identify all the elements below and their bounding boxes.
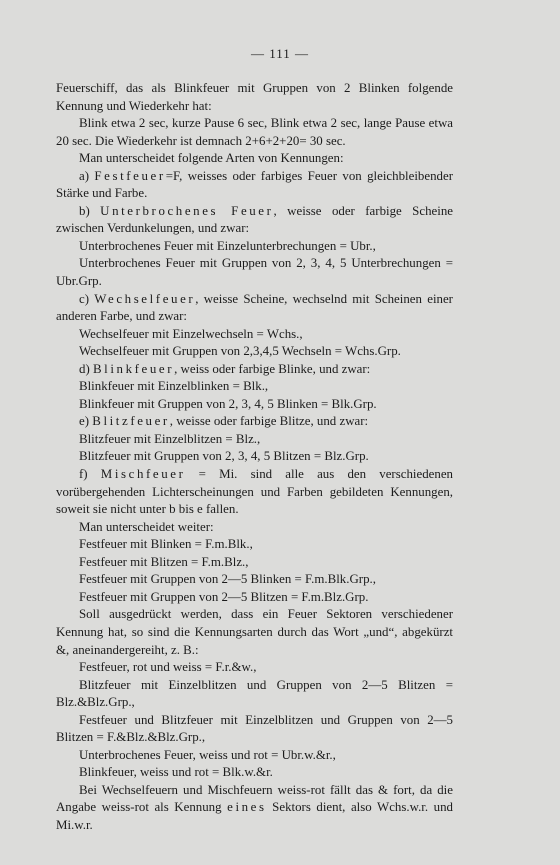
text-run: e) bbox=[79, 414, 93, 429]
paragraph bbox=[56, 168, 453, 203]
text-run: c) bbox=[79, 291, 95, 306]
spaced-term: Wechselfeuer bbox=[94, 291, 196, 306]
spaced-term: Blitzfeuer bbox=[92, 414, 170, 429]
spaced-term: Blinkfeuer bbox=[92, 361, 175, 376]
paragraph bbox=[56, 396, 453, 414]
text-run: Blinkfeuer mit Einzelblinken = Blk., bbox=[79, 379, 269, 394]
spaced-term: Unterbrochenes Feuer bbox=[100, 203, 274, 218]
text-run: Blitzfeuer mit Gruppen von 2, 3, 4, 5 Blitzen = Blz.Grp. bbox=[79, 449, 369, 464]
text-run: Blink etwa 2 sec, kurze Pause 6 sec, Blink etwa 2 sec, lange Pause etwa 20 sec. Die Wiederkehr ist demnach 2+6+2+20= 30 sec. bbox=[56, 116, 453, 148]
text-run: Sektors dient, also Wchs.w.r. und Mi.w.r. bbox=[56, 800, 453, 832]
paragraph bbox=[56, 80, 453, 115]
paragraph bbox=[56, 238, 453, 256]
paragraph bbox=[56, 255, 453, 290]
paragraph bbox=[56, 536, 453, 554]
text-run: Wechselfeuer mit Einzelwechseln = Wchs., bbox=[79, 326, 303, 341]
paragraph bbox=[56, 554, 453, 572]
text-run: f) bbox=[79, 467, 101, 482]
text-run: Man unterscheidet weiter: bbox=[79, 519, 214, 534]
paragraph bbox=[56, 448, 453, 466]
text-run: Blitzfeuer mit Einzelblitzen = Blz., bbox=[79, 431, 261, 446]
text-run: Unterbrochenes Feuer mit Gruppen von 2, 3, 4, 5 Unterbrechungen = Ubr.Grp. bbox=[56, 256, 453, 289]
text-run: Unterbrochenes Feuer mit Einzelunterbrechungen = Ubr., bbox=[79, 238, 376, 253]
text-run: Unterbrochenes Feuer, weiss und rot = Ubr.w.&r., bbox=[79, 747, 336, 762]
text-run: Festfeuer mit Blinken = F.m.Blk., bbox=[79, 537, 253, 552]
text-run: b) bbox=[79, 203, 101, 218]
text-run: a) bbox=[79, 168, 95, 183]
paragraph bbox=[56, 519, 453, 537]
spaced-term: Festfeuer bbox=[94, 168, 166, 183]
text-run: Blinkfeuer, weiss und rot = Blk.w.&r. bbox=[79, 765, 273, 780]
text-run: , weisse Scheine, wechselnd mit Scheinen einer anderen Farbe, und zwar: bbox=[56, 291, 453, 324]
paragraph bbox=[56, 589, 453, 607]
text-run: Blitzfeuer mit Einzelblitzen und Gruppen von 2—5 Blitzen = Blz.&Blz.Grp., bbox=[56, 677, 453, 710]
text-run: =F, weisses oder farbiges Feuer von gleichbleibender Stärke und Farbe. bbox=[56, 168, 453, 201]
spaced-term: eines bbox=[227, 800, 267, 815]
text-run: d) bbox=[79, 361, 93, 376]
paragraph bbox=[56, 764, 453, 782]
page-number: — 111 — bbox=[250, 46, 310, 61]
text-run: = Mi. sind alle aus den verschiedenen vorübergehenden Lichterscheinungen und Farben gebildeten Kennungen, soweit sie nicht unter b bis e fallen. bbox=[56, 467, 453, 517]
paragraph bbox=[56, 378, 453, 396]
paragraph bbox=[56, 413, 453, 431]
paragraph bbox=[56, 203, 453, 238]
text-run: Bei Wechselfeuern und Mischfeuern weiss-rot fällt das & fort, da die Angabe weiss-rot als Kennung bbox=[56, 782, 453, 815]
text-run: Festfeuer, rot und weiss = F.r.&w., bbox=[79, 660, 257, 675]
paragraph bbox=[56, 343, 453, 361]
paragraph bbox=[56, 466, 453, 519]
paragraph bbox=[56, 150, 453, 168]
text-run: , weisse oder farbige Scheine zwischen Verdunkelungen, und zwar: bbox=[56, 203, 453, 236]
text-run: , weiss oder farbige Blinke, und zwar: bbox=[174, 361, 371, 376]
paragraph bbox=[56, 677, 453, 712]
paragraph bbox=[56, 782, 453, 835]
paragraph bbox=[56, 712, 453, 747]
text-run: Blinkfeuer mit Gruppen von 2, 3, 4, 5 Blinken = Blk.Grp. bbox=[79, 396, 377, 411]
spaced-term: Mischfeuer bbox=[100, 467, 186, 482]
paragraph bbox=[56, 659, 453, 677]
paragraph bbox=[56, 571, 453, 589]
text-run: Festfeuer mit Gruppen von 2—5 Blinken = F.m.Blk.Grp., bbox=[79, 572, 376, 587]
paragraph bbox=[56, 361, 453, 379]
paragraph bbox=[56, 326, 453, 344]
text-run: Soll ausgedrückt werden, dass ein Feuer Sektoren verschiedener Kennung hat, so sind die Kennungsarten durch das Wort „und“, abgekürzt &, aneinandergereiht, z. B.: bbox=[56, 607, 453, 657]
text-run: Festfeuer mit Blitzen = F.m.Blz., bbox=[79, 554, 249, 569]
text-run: , weisse oder farbige Blitze, und zwar: bbox=[169, 414, 369, 429]
text-run: Wechselfeuer mit Gruppen von 2,3,4,5 Wechseln = Wchs.Grp. bbox=[79, 344, 401, 359]
text-run: Festfeuer und Blitzfeuer mit Einzelblitzen und Gruppen von 2—5 Blitzen = F.&Blz.&Blz.Grp., bbox=[56, 712, 453, 745]
paragraph bbox=[56, 291, 453, 326]
paragraph bbox=[56, 747, 453, 765]
text-run: Feuerschiff, das als Blinkfeuer mit Gruppen von 2 Blinken folgende Kennung und Wiederkehr hat: bbox=[56, 81, 453, 113]
paragraph bbox=[56, 115, 453, 150]
paragraph bbox=[56, 606, 453, 659]
text-run: Man unterscheidet folgende Arten von Kennungen: bbox=[79, 151, 344, 166]
text-run: Festfeuer mit Gruppen von 2—5 Blitzen = F.m.Blz.Grp. bbox=[79, 589, 369, 604]
body-text bbox=[56, 80, 453, 835]
paragraph bbox=[56, 431, 453, 449]
